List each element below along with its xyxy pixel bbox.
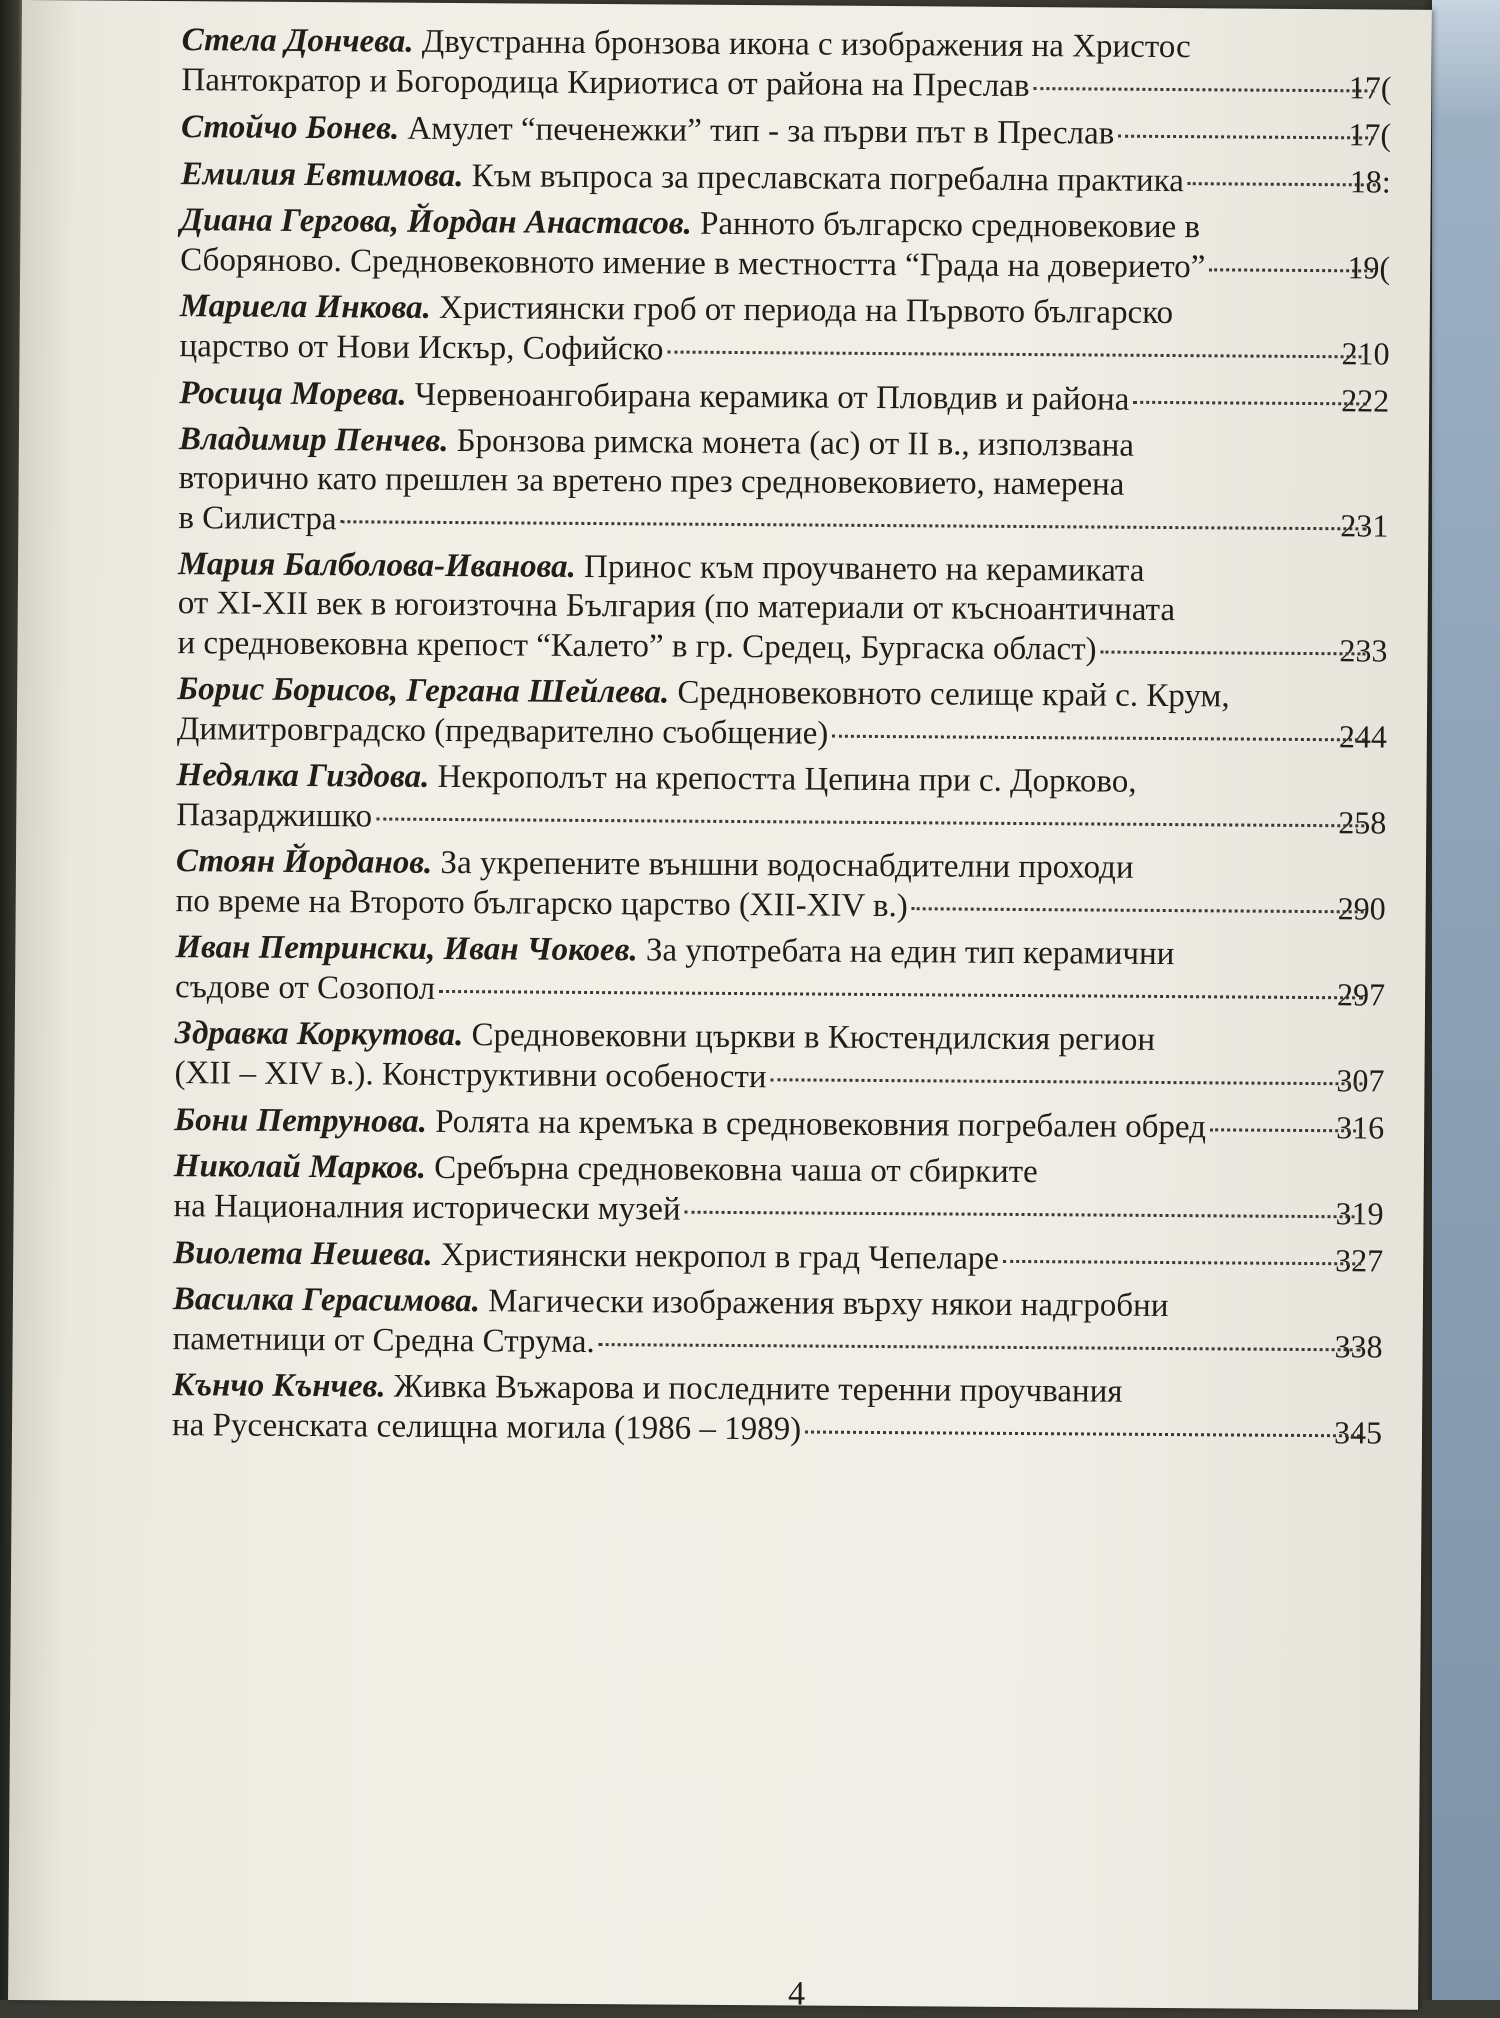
entry-page-number: 233 [1339,632,1388,669]
entry-last-line [176,709,1388,757]
toc-entry [174,1100,1434,1149]
entry-title-text: Християнски гроб от периода на Първото българско [438,289,1174,332]
entry-author: Емилия Евтимова. [180,156,464,195]
entry-title-text: (XII – XIV в.). Конструктивни особености [174,1055,767,1096]
toc-entry [181,107,1441,156]
entry-author: Владимир Пенчев. [178,421,449,459]
toc-entry [175,928,1436,1016]
toc-entry [174,1014,1435,1102]
entry-author: Стоян Йорданов. [175,843,433,881]
entry-title-text: от XI-XII век в югоизточна България (по материали от късноантичната [177,585,1176,629]
entry-page-number: 307 [1336,1062,1385,1099]
toc-entry [180,201,1441,289]
toc-entry [172,1366,1433,1454]
entry-page-number: 338 [1334,1328,1383,1365]
entry-line [181,21,1392,68]
entry-author: Борис Борисов, Гергана Шейлева. [177,671,670,711]
entry-last-line [172,1319,1383,1367]
entry-title-text: царство от Нови Искър, Софийско [179,328,664,368]
toc-entry [179,287,1440,375]
entry-author: Стойчо Бонев. [180,109,400,147]
dot-leader [667,351,1367,359]
entry-title-text: паметници от Средна Струма. [172,1321,595,1361]
entry-title-text: Християнски некропол в град Чепеларе [440,1236,1000,1277]
dot-leader [376,817,1364,827]
dot-leader [341,520,1367,530]
entry-line [175,928,1385,975]
entry-page-number: 18: [1349,163,1391,200]
entry-last-line [173,1233,1384,1281]
entry-page-number: 345 [1333,1414,1383,1451]
dot-leader [1133,401,1367,406]
entry-author: Недялка Гиздова. [176,757,430,795]
entry-title-text: Средновековни църкви в Кюстендилския регион [471,1017,1156,1058]
entry-title-text: в Силистра [178,500,337,538]
dot-leader [912,907,1364,913]
entry-title-text: на Националния исторически музей [173,1188,681,1228]
toc-entry [173,1233,1433,1282]
toc-entry [173,1280,1434,1368]
dot-leader [1101,651,1366,656]
entry-author: Бони Петрунова. [174,1102,428,1140]
entry-line [177,584,1388,631]
entry-line [172,1366,1382,1413]
entry-author: Виолета Нешева. [173,1235,433,1273]
entry-author: Иван Петрински, Иван Чокоев. [175,929,638,969]
dot-leader [1209,268,1373,272]
toc-entry [179,373,1439,422]
entry-last-line [175,881,1386,929]
entry-last-line [174,1053,1385,1101]
toc-entry [173,1147,1434,1235]
entry-title-text: Ранното българско средновековие в [699,205,1201,246]
entry-last-line [181,60,1392,108]
entry-line [176,756,1386,803]
entry-page-number: 290 [1337,890,1386,927]
toc-entry [176,756,1437,844]
entry-page-number: 319 [1335,1195,1384,1232]
entry-title-text: по време на Второто българско царство (XII-XIV в.) [175,883,908,925]
entry-title-text: Средновековното селище край с. Крум, [677,674,1230,715]
entry-title-text: Некрополът на крепостта Цепина при с. Дорково, [437,758,1137,800]
entry-title-text: Пазарджишко [176,797,373,835]
dot-leader [832,735,1365,742]
entry-author: Росица Морева. [179,375,407,413]
entry-line [177,670,1387,717]
entry-last-line [178,498,1389,546]
entry-last-line [180,154,1391,202]
entry-last-line [177,623,1388,671]
entry-title-text: Бронзова римска монета (ас) от II в., използвана [456,423,1135,464]
dot-leader [1210,1128,1362,1132]
entry-last-line [180,107,1392,155]
entry-title-text: За укрепените външни водоснабдителни проходи [440,844,1134,886]
entry-title-text: Магически изображения върху някои надгробни [488,1283,1169,1325]
entry-page-number: 210 [1341,335,1390,372]
entry-last-line [174,1100,1385,1148]
entry-page-number: 244 [1338,718,1388,755]
entry-page-number: 222 [1341,382,1390,419]
table-of-contents [172,21,1442,1461]
adjacent-page-edge [1432,0,1500,2000]
page-number: 4 [787,1975,806,2013]
entry-title-text: За употребата на един тип керамични [645,932,1175,973]
dot-leader [599,1343,1361,1351]
entry-last-line [173,1186,1384,1234]
entry-title-text: Живка Въжарова и последните теренни проучвания [393,1368,1123,1410]
entry-title-text: Принос към проучването на керамиката [583,548,1145,589]
entry-line [180,201,1390,248]
entry-title-text: на Русенската селищна могила (1986 – 1989) [171,1407,802,1448]
dot-leader [1003,1260,1361,1266]
entry-page-number: 297 [1336,976,1386,1013]
entry-last-line [179,326,1390,374]
entry-title-text: Към въпроса за преславската погребална практика [471,158,1184,200]
entry-page-number: 17( [1348,116,1392,153]
entry-page-number: 327 [1335,1242,1384,1279]
toc-entry [177,670,1438,758]
entry-title-text: Двустранна бронзова икона с изображения на Христос [421,23,1191,66]
entry-author: Мариела Инкова. [179,288,431,326]
entry-page-number: 316 [1336,1109,1385,1146]
entry-title-text: Амулет “печенежки” тип - за първи път в Преслав [407,110,1115,152]
dot-leader [1033,87,1374,92]
entry-title-text: Пантократор и Богородица Кириотиса от района на Преслав [181,62,1030,105]
entry-last-line [180,240,1391,288]
entry-page-number: 19( [1347,249,1391,286]
dot-leader [805,1431,1360,1438]
dot-leader [439,990,1363,999]
entry-last-line [171,1405,1383,1453]
toc-entry [176,842,1437,930]
entry-page-number: 17( [1348,69,1392,106]
entry-title-text: и средновековна крепост “Калето” в гр. Средец, Бургаска област) [177,625,1097,668]
entry-author: Мария Балболова-Иванова. [177,546,576,585]
entry-author: Кънчо Кънчев. [172,1367,386,1405]
entry-last-line [179,373,1390,421]
entry-title-text: Сборяново. Средновековното имение в местността “Града на доверието” [180,242,1206,286]
entry-author: Диана Гергова, Йордан Анастасов. [180,202,692,242]
dot-leader [1188,182,1376,186]
entry-author: Василка Герасимова. [172,1281,481,1320]
toc-entry [181,21,1442,109]
entry-author: Здравка Коркутова. [174,1015,464,1054]
toc-entry [181,154,1441,203]
entry-line [179,287,1390,334]
entry-title-text: Димитровградско (предварително съобщение) [176,711,829,752]
entry-line [172,1280,1383,1327]
dot-leader [770,1078,1362,1085]
dot-leader [1118,135,1374,140]
entry-line [178,459,1389,506]
entry-line [174,1014,1385,1061]
entry-line [173,1147,1384,1194]
entry-author: Стела Дончева. [181,22,414,60]
entry-title-text: вторично като прешлен за вретено през средновековието, намерена [178,460,1125,503]
book-page [8,0,1432,2013]
dot-leader [685,1211,1362,1219]
toc-entry [177,545,1438,672]
entry-author: Николай Марков. [173,1148,427,1186]
entry-line [175,842,1386,889]
entry-title-text: съдове от Созопол [174,969,436,1007]
entry-title-text: Сребърна средновековна чаша от сбирките [434,1149,1038,1191]
entry-title-text: Ролята на кремъка в средновековния погребален обред [435,1103,1207,1146]
entry-page-number: 231 [1340,507,1389,544]
entry-title-text: Червеноангобирана керамика от Пловдив и района [414,376,1130,418]
entry-page-number: 258 [1338,804,1387,841]
toc-entry [178,420,1439,547]
entry-last-line [174,967,1386,1015]
entry-last-line [176,795,1387,843]
